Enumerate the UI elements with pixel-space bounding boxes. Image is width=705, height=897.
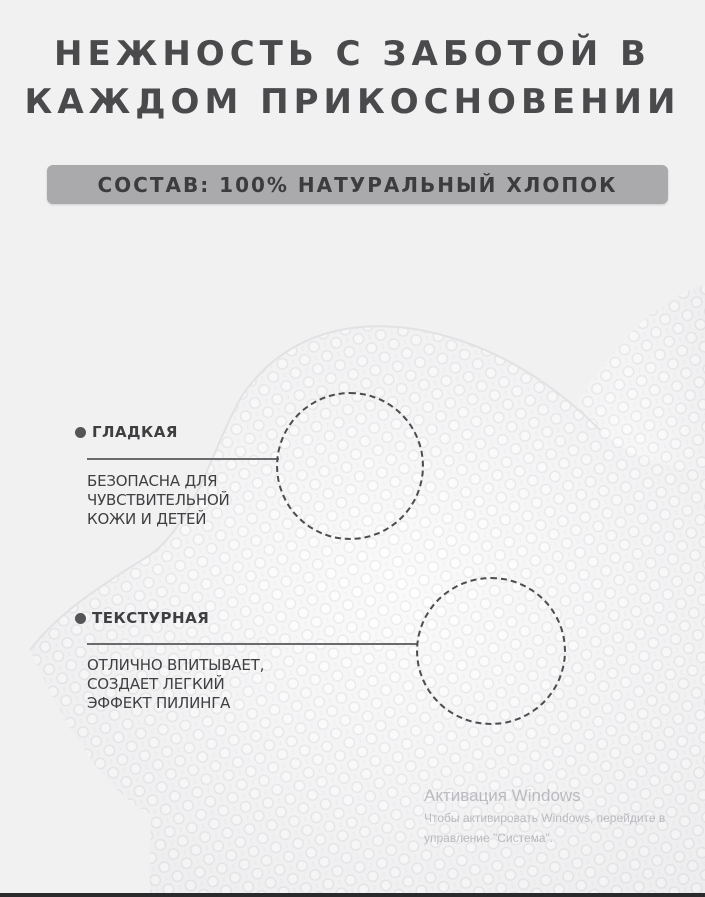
activation-watermark-line-2: Чтобы активировать Windows, перейдите в [424, 811, 666, 825]
bullet-dot-icon [75, 427, 86, 438]
bottom-border [0, 893, 705, 897]
feature-smooth-line-3: КОЖИ И ДЕТЕЙ [87, 510, 207, 528]
title-line-1: НЕЖНОСТЬ С ЗАБОТОЙ В [54, 34, 651, 74]
feature-textured-label: ТЕКСТУРНАЯ [92, 609, 210, 627]
feature-smooth-divider [87, 458, 279, 460]
feature-textured-line-1: ОТЛИЧНО ВПИТЫВАЕТ, [87, 656, 265, 674]
bullet-dot-icon [75, 613, 86, 624]
feature-smooth-description [87, 472, 230, 529]
smooth-texture-highlight-circle [276, 392, 424, 540]
textured-surface-highlight-circle [416, 577, 566, 725]
feature-smooth-line-1: БЕЗОПАСНА ДЛЯ [87, 472, 218, 490]
composition-text: СОСТАВ: 100% НАТУРАЛЬНЫЙ ХЛОПОК [97, 173, 618, 197]
page-title [0, 30, 705, 126]
title-line-2: КАЖДОМ ПРИКОСНОВЕНИИ [24, 82, 681, 122]
feature-textured-line-2: СОЗДАЕТ ЛЕГКИЙ [87, 675, 225, 693]
feature-smooth-title [75, 423, 178, 441]
feature-textured-divider [87, 643, 417, 645]
feature-smooth-line-2: ЧУВСТВИТЕЛЬНОЙ [87, 491, 230, 509]
feature-smooth-label: ГЛАДКАЯ [92, 423, 178, 441]
activation-watermark-title: Активация Windows [424, 786, 581, 805]
feature-textured-line-3: ЭФФЕКТ ПИЛИНГА [87, 694, 231, 712]
activation-watermark-line-3: управление "Система". [424, 831, 554, 845]
feature-textured-description [87, 656, 264, 713]
composition-banner [47, 165, 668, 204]
feature-textured-title [75, 609, 209, 627]
